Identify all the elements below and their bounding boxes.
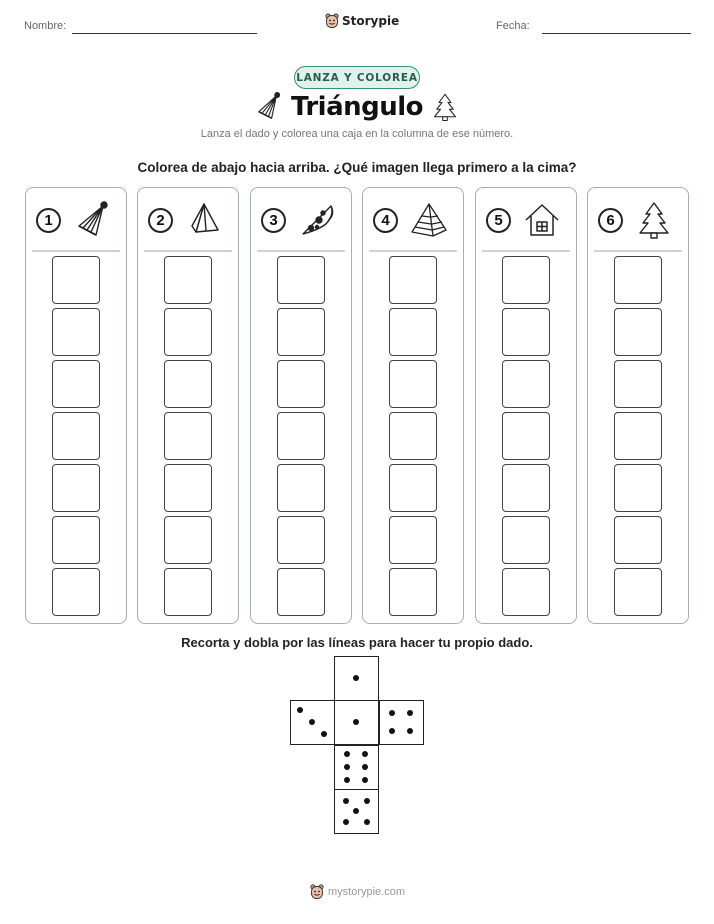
die-pip (353, 675, 359, 681)
coloring-box[interactable] (164, 308, 212, 356)
die-pip (344, 751, 350, 757)
badminton-shuttlecock-icon (72, 200, 112, 240)
column-number: 1 (36, 208, 61, 233)
column-2 (137, 187, 239, 624)
coloring-box[interactable] (164, 516, 212, 564)
coloring-box[interactable] (164, 412, 212, 460)
coloring-box[interactable] (502, 256, 550, 304)
die-pip (343, 819, 349, 825)
column-divider (369, 250, 457, 252)
column-header (26, 188, 126, 250)
die-pip (362, 764, 368, 770)
die-pip (343, 798, 349, 804)
house-icon (522, 200, 562, 240)
coloring-box[interactable] (52, 308, 100, 356)
coloring-box[interactable] (52, 516, 100, 564)
coloring-box[interactable] (52, 412, 100, 460)
page-subtitle: Lanza el dado y colorea una caja en la columna de ese número. (200, 128, 514, 140)
column-header (363, 188, 463, 250)
coloring-box[interactable] (614, 256, 662, 304)
coloring-box[interactable] (614, 360, 662, 408)
coloring-box[interactable] (502, 516, 550, 564)
die-pip (344, 764, 350, 770)
coloring-box[interactable] (277, 568, 325, 616)
coloring-box[interactable] (389, 412, 437, 460)
pine-tree-icon (634, 200, 674, 240)
coloring-box[interactable] (502, 568, 550, 616)
coloring-box[interactable] (389, 360, 437, 408)
page-title: Triángulo (290, 92, 424, 122)
coloring-box[interactable] (52, 464, 100, 512)
column-divider (482, 250, 570, 252)
coloring-box[interactable] (614, 412, 662, 460)
column-header (138, 188, 238, 250)
coloring-box[interactable] (389, 256, 437, 304)
coloring-box[interactable] (502, 464, 550, 512)
coloring-box[interactable] (52, 568, 100, 616)
column-divider (257, 250, 345, 252)
die-face-1 (334, 656, 379, 701)
coloring-box[interactable] (389, 516, 437, 564)
pizza-slice-icon (297, 200, 337, 240)
column-divider (594, 250, 682, 252)
column-number: 3 (261, 208, 286, 233)
name-line[interactable] (72, 33, 257, 34)
coloring-box[interactable] (389, 464, 437, 512)
footer (310, 884, 405, 900)
coloring-box[interactable] (52, 256, 100, 304)
coloring-box[interactable] (277, 464, 325, 512)
die-pip (364, 819, 370, 825)
coloring-box[interactable] (164, 360, 212, 408)
column-number: 6 (598, 208, 623, 233)
die-pip (362, 751, 368, 757)
coloring-box[interactable] (164, 464, 212, 512)
column-header (251, 188, 351, 250)
die-pip (297, 707, 303, 713)
coloring-box[interactable] (164, 256, 212, 304)
coloring-box[interactable] (164, 568, 212, 616)
pine-tree-icon (430, 91, 460, 123)
column-number: 5 (486, 208, 511, 233)
coloring-box[interactable] (502, 308, 550, 356)
die-pip (362, 777, 368, 783)
coloring-box[interactable] (614, 516, 662, 564)
die-pip (407, 710, 413, 716)
coloring-box[interactable] (277, 360, 325, 408)
brand-name: Storypie (342, 14, 400, 28)
cut-instruction: Recorta y dobla por las líneas para hacer tu propio dado. (181, 635, 533, 650)
pyramid-icon (409, 200, 449, 240)
coloring-box[interactable] (614, 568, 662, 616)
coloring-box[interactable] (502, 360, 550, 408)
die-face-5 (334, 789, 379, 834)
coloring-box[interactable] (277, 412, 325, 460)
bear-mascot-icon (310, 884, 324, 900)
column-number: 2 (148, 208, 173, 233)
coloring-box[interactable] (277, 308, 325, 356)
die-pip (344, 777, 350, 783)
die-pip (321, 731, 327, 737)
coloring-box[interactable] (389, 568, 437, 616)
coloring-box[interactable] (389, 308, 437, 356)
coloring-box[interactable] (277, 256, 325, 304)
column-1 (25, 187, 127, 624)
die-face-3 (290, 700, 335, 745)
folded-paper-icon (184, 200, 224, 240)
brand-logo (325, 13, 399, 29)
column-header (476, 188, 576, 250)
coloring-box[interactable] (614, 308, 662, 356)
column-3 (250, 187, 352, 624)
column-5 (475, 187, 577, 624)
die-pip (389, 710, 395, 716)
die-pip (364, 798, 370, 804)
coloring-box[interactable] (52, 360, 100, 408)
die-pip (353, 808, 359, 814)
coloring-box[interactable] (277, 516, 325, 564)
die-pip (309, 719, 315, 725)
footer-url: mystorypie.com (328, 886, 406, 898)
column-6 (587, 187, 689, 624)
instruction-text: Colorea de abajo hacia arriba. ¿Qué imagen llega primero a la cima? (137, 160, 577, 175)
column-4 (362, 187, 464, 624)
die-pip (389, 728, 395, 734)
die-face-6 (334, 745, 379, 790)
die-pip (353, 719, 359, 725)
die-pip (407, 728, 413, 734)
bear-mascot-icon (325, 13, 339, 29)
column-number: 4 (373, 208, 398, 233)
date-line[interactable] (542, 33, 691, 34)
activity-badge: LANZA Y COLOREA (294, 66, 420, 89)
column-divider (144, 250, 232, 252)
coloring-box[interactable] (502, 412, 550, 460)
die-face-4 (379, 700, 424, 745)
die-face-1 (334, 700, 379, 745)
column-header (588, 188, 688, 250)
coloring-box[interactable] (614, 464, 662, 512)
date-label: Fecha: (496, 20, 530, 32)
name-label: Nombre: (24, 20, 67, 32)
column-divider (32, 250, 120, 252)
